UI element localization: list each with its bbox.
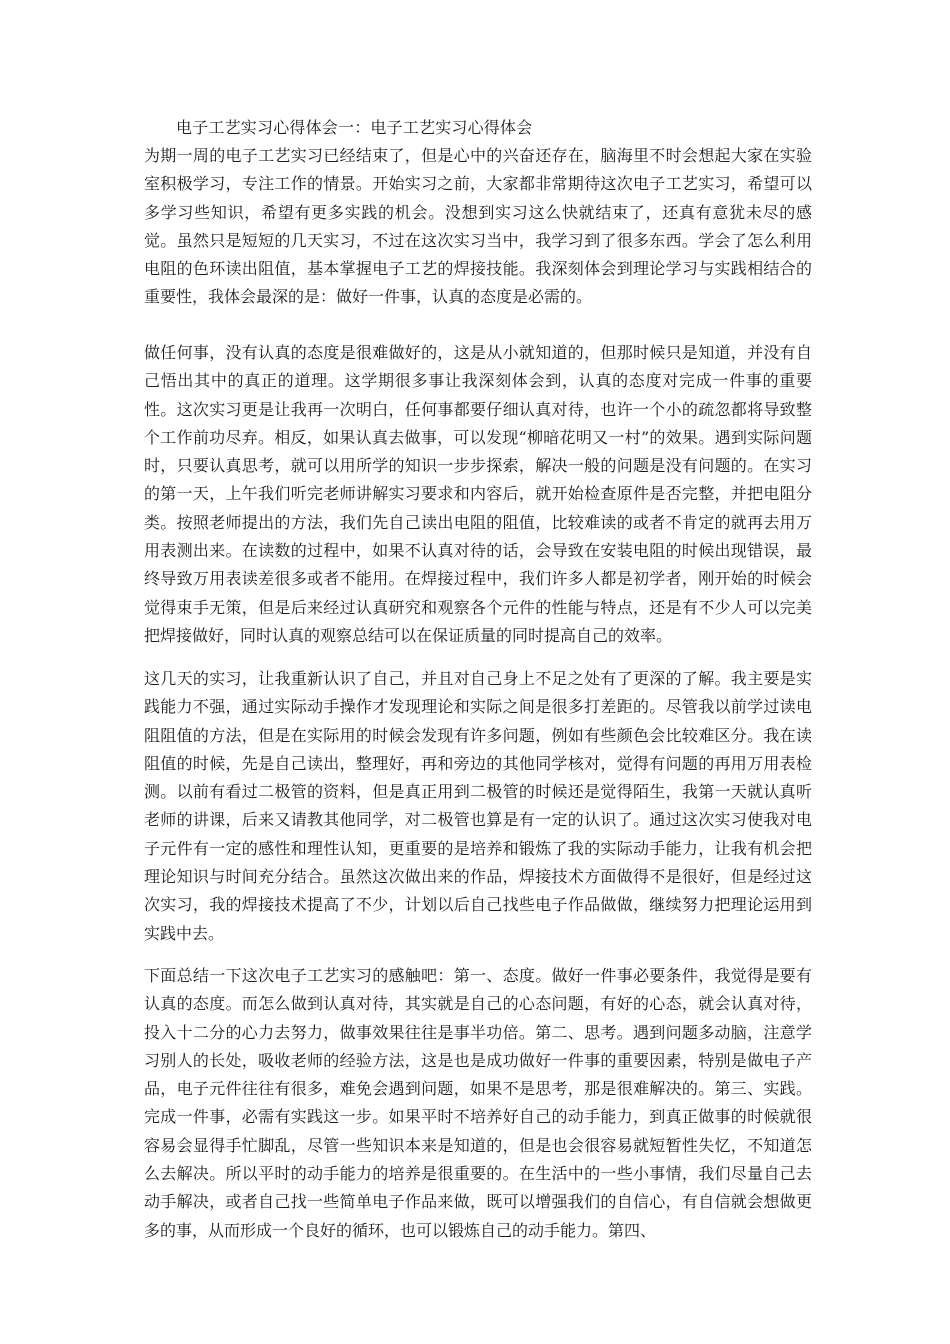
- paragraph-4: 下面总结一下这次电子工艺实习的感触吧：第一、态度。做好一件事必要条件，我觉得是要有认真的态度。而怎么做到认真对待，其实就是自己的心态问题，有好的心态，就会认真对待，投入十二分的心力去努力，做事效果往往是事半功倍。第二、思考。遇到问题多动脑，注意学习别人的长处，吸收老师的经验方法，这是也是成功做好一件事的重要因素，特别是做电子产品，电子元件往往有很多，难免会遇到问题，如果不是思考，那是很难解决的。第三、实践。完成一件事，必需有实践这一步。如果平时不培养好自己的动手能力，到真正做事的时候就很容易会显得手忙脚乱，尽管一些知识本来是知道的，但是也会很容易就短暂性失忆，不知道怎么去解决。所以平时的动手能力的培养是很重要的。在生活中的一些小事情，我们尽量自己去动手解决，或者自己找一些简单电子作品来做，既可以增强我们的自信心，有自信就会想做更多的事，从而形成一个良好的循环，也可以锻炼自己的动手能力。第四、: [144, 966, 812, 1240]
- paragraph-2: 做任何事，没有认真的态度是很难做好的，这是从小就知道的，但那时候只是知道，并没有自己悟出其中的真正的道理。这学期很多事让我深刻体会到，认真的态度对完成一件事的重要性。这次实习更是让我再一次明白，任何事都要仔细认真对待，也许一个小的疏忽都将导致整个工作前功尽弃。相反，如果认真去做事，可以发现“柳暗花明又一村”的效果。遇到实际问题时，只要认真思考，就可以用所学的知识一步步探索，解决一般的问题是没有问题的。在实习的第一天，上午我们听完老师讲解实习要求和内容后，就开始检查原件是否完整，并把电阻分类。按照老师提出的方法，我们先自己读出电阻的阻值，比较难读的或者不肯定的就再去用万用表测出来。在读数的过程中，如果不认真对待的话，会导致在安装电阻的时候出现错误，最终导致万用表读差很多或者不能用。在焊接过程中，我们许多人都是初学者，刚开始的时候会觉得束手无策，但是后来经过认真研究和观察各个元件的性能与特点，还是有不少人可以完美把焊接做好，同时认真的观察总结可以在保证质量的同时提高自己的效率。: [144, 343, 812, 645]
- paragraph-3: 这几天的实习，让我重新认识了自己，并且对自己身上不足之处有了更深的了解。我主要是实践能力不强，通过实际动手操作才发现理论和实际之间是很多打差距的。尽管我以前学过读电阻阻值的方法，但是在实际用的时候会发现有许多问题，例如有些颜色会比较难区分。我在读阻值的时候，先是自己读出，整理好，再和旁边的其他同学核对，觉得有问题的再用万用表检测。以前有看过二极管的资料，但是真正用到二极管的时候还是觉得陌生，我第一天就认真听老师的讲课，后来又请教其他同学，对二极管也算是有一定的认识了。通过这次实习使我对电子元件有一定的感性和理性认知，更重要的是培养和锻炼了我的实际动手能力，让我有机会把理论知识与时间充分结合。虽然这次做出来的作品，焊接技术方面做得不是很好，但是经过这次实习，我的焊接技术提高了不少，计划以后自己找些电子作品做做，继续努力把理论运用到实践中去。: [144, 669, 812, 943]
- document-title: 电子工艺实习心得体会一：电子工艺实习心得体会: [176, 118, 533, 137]
- paragraph-1: 为期一周的电子工艺实习已经结束了，但是心中的兴奋还存在，脑海里不时会想起大家在实验室积极学习，专注工作的情景。开始实习之前，大家都非常期待这次电子工艺实习，希望可以多学习些知识，希望有更多实践的机会。没想到实习这么快就结束了，还真有意犹未尽的感觉。虽然只是短短的几天实习，不过在这次实习当中，我学习到了很多东西。学会了怎么利用电阻的色环读出阻值，基本掌握电子工艺的焊接技能。我深刻体会到理论学习与实践相结合的重要性，我体会最深的是：做好一件事，认真的态度是必需的。: [144, 146, 812, 307]
